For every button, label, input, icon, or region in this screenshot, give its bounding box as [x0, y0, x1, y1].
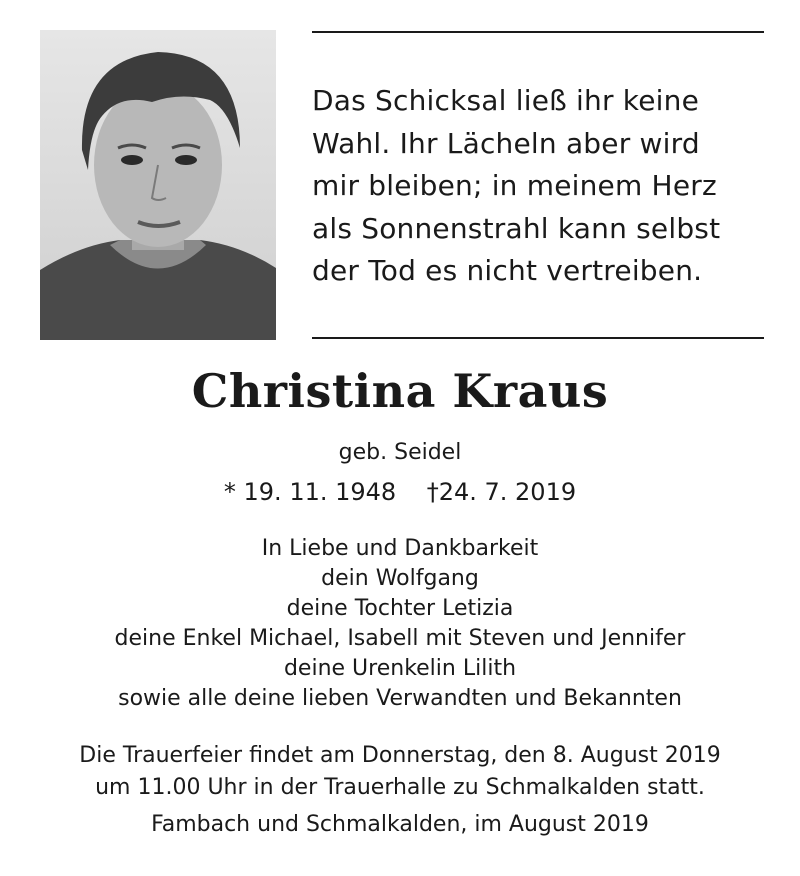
poem-line: Das Schicksal ließ ihr keine: [312, 84, 699, 117]
ceremony-line: um 11.00 Uhr in der Trauerhalle zu Schmalkalden statt.: [95, 775, 705, 800]
mourner-line: deine Enkel Michael, Isabell mit Steven und Jennifer: [114, 626, 686, 651]
mourner-line: deine Tochter Letizia: [286, 596, 514, 621]
mourner-line: deine Urenkelin Lilith: [283, 656, 517, 681]
mourner-line: In Liebe und Dankbarkeit: [261, 536, 539, 561]
mourners-list: [0, 534, 800, 714]
poem-line: Wahl. Ihr Lächeln aber wird: [312, 126, 700, 160]
bottom-divider: [312, 337, 764, 339]
top-divider: [312, 31, 764, 33]
poem-line: der Tod es nicht vertreiben.: [312, 254, 703, 287]
memorial-poem: [312, 80, 772, 293]
portrait-photo: [40, 30, 276, 340]
place-and-date: Fambach und Schmalkalden, im August 2019: [151, 812, 649, 837]
ceremony-line: Die Trauerfeier findet am Donnerstag, den 8. August 2019: [79, 743, 721, 768]
portrait-icon: [40, 30, 276, 340]
poem-line: als Sonnenstrahl kann selbst: [312, 211, 721, 245]
life-dates: * 19. 11. 1948 †24. 7. 2019: [223, 478, 577, 506]
maiden-name: geb. Seidel: [338, 440, 462, 465]
mourner-line: sowie alle deine lieben Verwandten und Bekannten: [118, 686, 682, 711]
ceremony-info: [0, 740, 800, 804]
deceased-name: Christina Kraus: [191, 364, 609, 418]
mourner-line: dein Wolfgang: [321, 566, 479, 591]
poem-line: mir bleiben; in meinem Herz: [312, 169, 717, 202]
